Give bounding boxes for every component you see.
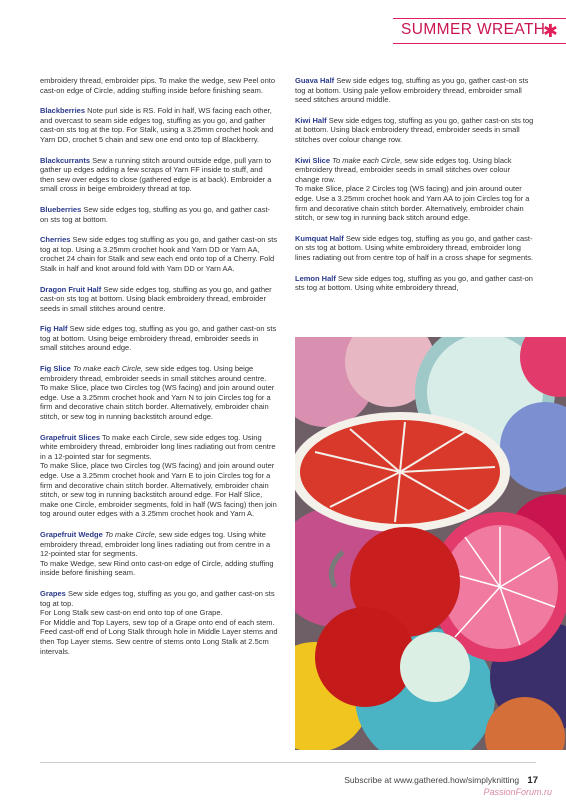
entry-heading: Kiwi Half — [295, 115, 327, 125]
section-title: SUMMER WREATH — [401, 21, 546, 38]
entry-heading: Dragon Fruit Half — [40, 284, 102, 294]
pattern-entry — [295, 116, 535, 145]
pattern-entry — [40, 364, 278, 422]
entry-heading: Blueberries — [40, 204, 82, 214]
entry-text: Blueberries Sew side edges tog, stuffing as you go, and gather cast-on sts tog at bottom. — [40, 204, 271, 224]
entry-text: Guava Half Sew side edges tog, stuffing as you go, gather cast-on sts tog at bottom. Using pale yellow embroidery thread, embroider small seed stitches around middle. — [295, 76, 529, 105]
pattern-entry — [40, 285, 278, 314]
entry-text: Blackcurrants Sew a running stitch around outside edge, pull yarn to gather up edges adding a few scraps of Yarn FF inside to stuff, and then sew over edges to close (gathered edge is at back). Embroider a small cross in beige embroidery thread at top. — [40, 155, 272, 194]
entry-heading: Cherries — [40, 235, 71, 245]
entry-text: For Middle and Top Layers, sew top of a Grape onto end of each stem. Feed cast-off end of Long Stalk through hole in Middle Layer stems and then Top Layer stems. Sew centre of stems onto Long Stalk at 2.5cm intervals. — [40, 617, 278, 656]
entry-text: Fig Slice To make each Circle, sew side edges tog. Using beige embroidery thread, embroider seeds in small stitches around centre. — [40, 364, 267, 383]
entry-text: Fig Half Sew side edges tog, stuffing as you go, and gather cast-on sts tog at bottom. Using beige embroidery thread, embroider seeds in small stitches around edge. — [40, 324, 277, 353]
watermark: PassionForum.ru — [483, 787, 552, 797]
entry-heading: Kumquat Half — [295, 233, 344, 243]
pattern-entry — [40, 205, 278, 224]
pattern-entry — [40, 76, 278, 95]
pattern-entry — [295, 156, 535, 223]
entry-heading: Blackcurrants — [40, 155, 91, 165]
entry-text: Kiwi Half Sew side edges tog, stuffing as you go, gather cast-on sts tog at bottom. Using black embroidery thread, embroider seeds in small stitches over colour change row. — [295, 115, 534, 144]
page-number: 17 — [527, 775, 538, 786]
pattern-entry — [40, 589, 278, 656]
entry-text: Blackberries Note purl side is RS. Fold in half, WS facing each other, and overcast to seam side edges tog, stuffing as you go, and gather cast-on sts tog at the top. For Stalk, using a 3.25mm crochet hook and Yarn DD, crochet 5 chain and sew one end onto top of Blackberry. — [40, 106, 274, 144]
entry-heading: Grapes — [40, 588, 66, 598]
right-column — [295, 76, 535, 304]
pattern-entry — [295, 76, 535, 105]
asterisk-icon: ✱ — [542, 21, 558, 41]
entry-text: Cherries Sew side edges tog stuffing as you go, and gather cast-on sts tog at top. Using a 3.25mm crochet hook and Yarn DD or Yarn AA, crochet 24 chain for Stalk and sew each end onto top of a Cherry. Fold Stalk in half and knot around fold with Yarn DD or Yarn AA. — [40, 235, 278, 273]
entry-heading: Fig Half — [40, 324, 68, 334]
entry-text: Kiwi Slice To make each Circle, sew side edges tog. Using black embroidery thread, embroider seeds in small stitches over colour change row. — [295, 155, 512, 184]
entry-text: Grapes Sew side edges tog, stuffing as you go, and gather cast-on sts tog at top. — [40, 588, 275, 608]
entry-heading: Guava Half — [295, 76, 335, 85]
entry-heading: Blackberries — [40, 106, 86, 116]
entry-text: Dragon Fruit Half Sew side edges tog, stuffing as you go, and gather cast-on sts tog at bottom. Using black embroidery thread, embroider seeds in small stitches around centre. — [40, 284, 272, 313]
entry-heading: Grapefruit Wedge — [40, 529, 103, 539]
pattern-entry — [40, 324, 278, 353]
entry-text: To make Slice, place two Circles tog (WS facing) and join around outer edge. Use a 3.25mm crochet hook and Yarn E to join Circles tog for a firm and decorative chain stitch border. Alternatively, embroider chain stitch, or sew tog in running backstitch around edge. For Half Slice, make one Circle, embroider segments, fold in half (WS facing) then join tog around outer edges with a 3.25mm crochet hook and Yarn A. — [40, 461, 277, 519]
pattern-entry — [40, 106, 278, 144]
entry-heading: Kiwi Slice — [295, 155, 331, 165]
pattern-entry — [295, 274, 535, 293]
pattern-entry — [295, 234, 535, 263]
entry-heading: Fig Slice — [40, 364, 71, 374]
pattern-entry — [40, 530, 278, 578]
entry-text: Grapefruit Wedge To make Circle, sew side edges tog. Using white embroidery thread, embroider long lines radiating out from centre in a 12-pointed star for segments. — [40, 529, 271, 559]
entry-text: Kumquat Half Sew side edges tog, stuffing as you go, and gather cast-on sts tog at bottom. Using white embroidery thread, embroider long lines radiating out from centre top of half in a cross shape for segments. — [295, 233, 534, 262]
entry-text: Grapefruit Slices To make each Circle, sew side edges tog. Using white embroidery thread, embroider long lines radiating out from centre in a 12-pointed star for segments. — [40, 432, 276, 461]
left-column — [40, 76, 278, 667]
entry-italic: To make each Circle, — [332, 155, 403, 165]
subscribe-text: Subscribe at www.gathered.how/simplyknitting — [344, 775, 520, 785]
knitted-fruit-photo — [295, 337, 566, 750]
entry-text: To make Slice, place two Circles tog (WS facing) and join around outer edge. Use a 3.25mm crochet hook and Yarn N to join Circles tog for a firm and decorative chain stitch border. Alternatively, embroider chain stitch, or sew tog in running backstitch around edge. — [40, 383, 275, 422]
entry-heading: Grapefruit Slices — [40, 432, 101, 442]
entry-text: embroidery thread, embroider pips. To make the wedge, sew Peel onto cast-on edge of Circle, adding stuffing inside before finishing seam. — [40, 76, 275, 95]
pattern-entry — [40, 156, 278, 194]
entry-text: To make Slice, place 2 Circles tog (WS facing) and join around outer edge. Use a 3.25mm crochet hook and Yarn AA to join Circles tog for a firm and decorative chain stitch border. Alternatively, embroider chain stitch, or sew tog in running back stitch around edge. — [295, 184, 530, 223]
pattern-entry — [40, 235, 278, 273]
section-header — [393, 18, 566, 44]
entry-text: For Long Stalk sew cast-on end onto top of one Grape. — [40, 608, 223, 618]
entry-heading: Lemon Half — [295, 273, 336, 283]
pattern-entry — [40, 433, 278, 519]
entry-text: Lemon Half Sew side edges tog, stuffing as you go, and gather cast-on sts tog at bottom. Using white embroidery thread, — [295, 273, 533, 293]
entry-italic: To make Circle, — [104, 529, 157, 539]
entry-italic: To make each Circle, — [72, 364, 144, 374]
page-footer — [344, 775, 538, 786]
footer-divider — [40, 762, 536, 763]
entry-text: To make Wedge, sew Rind onto cast-on edge of Circle, adding stuffing inside before finishing seam. — [40, 558, 274, 578]
